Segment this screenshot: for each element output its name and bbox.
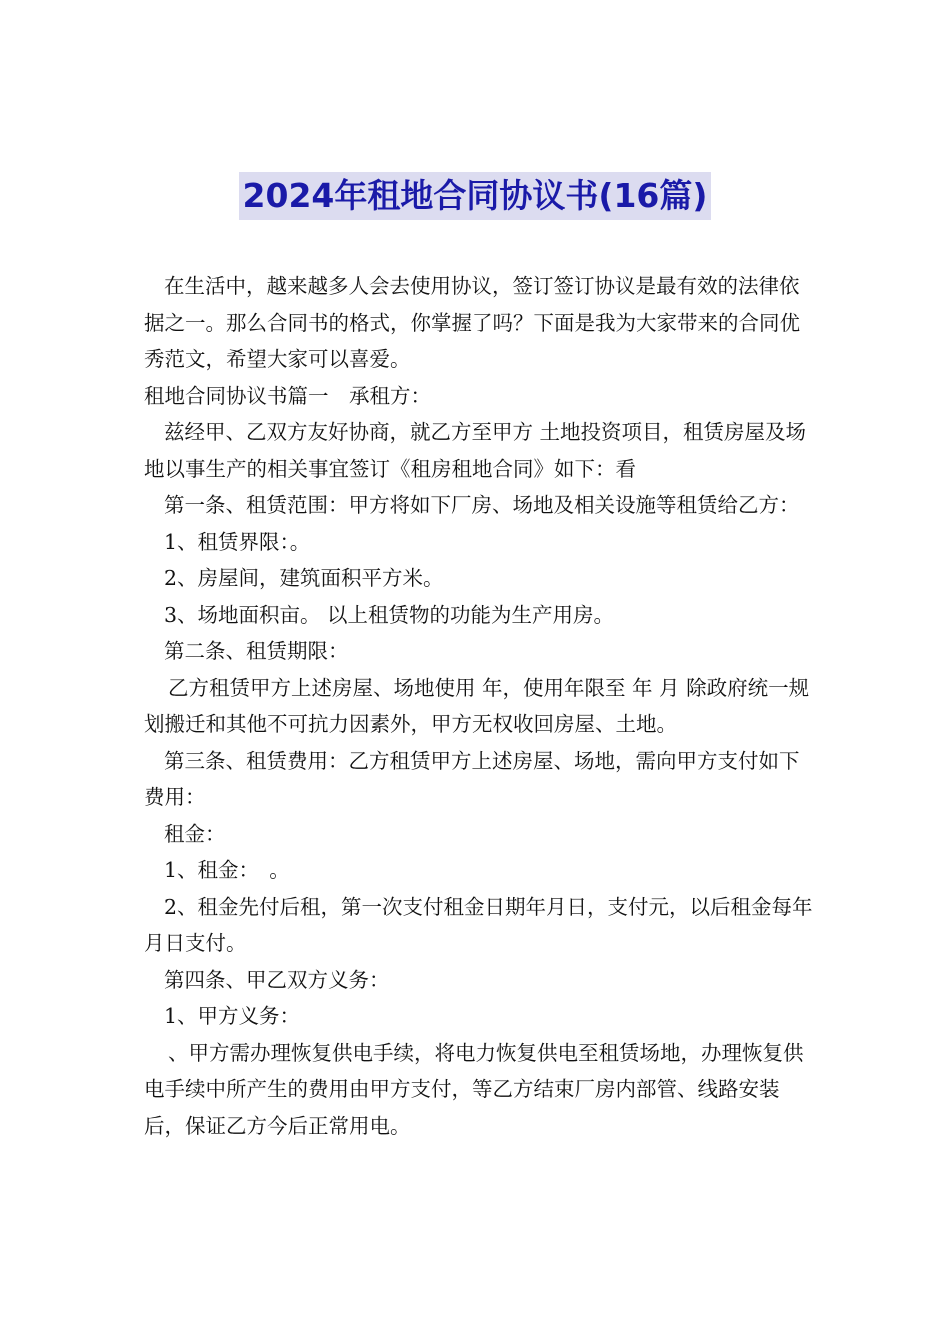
paragraph-section-heading: 租地合同协议书篇一 承租方： — [144, 383, 431, 408]
paragraph-intro: 在生活中，越来越多人会去使用协议，签订签订协议是最有效的法律依据之一。那么合同书的格式，你掌握了吗？下面是我为大家带来的合同优秀范文，希望大家可以喜爱。 — [144, 274, 800, 371]
paragraph-power-supply: 、甲方需办理恢复供电手续，将电力恢复供电至租赁场地，办理恢复供电手续中所产生的费用由甲方支付，等乙方结束厂房内部管、线路安装后，保证乙方今后正常用电。 — [144, 1040, 804, 1138]
paragraph-item: 3、场地面积亩。 以上租赁物的功能为生产用房。 — [164, 602, 615, 627]
document-body — [144, 268, 816, 1144]
title-wrap — [0, 172, 950, 220]
paragraph-article-1: 第一条、租赁范围：甲方将如下厂房、场地及相关设施等租赁给乙方： — [164, 493, 800, 517]
paragraph-rent-heading: 租金： — [164, 821, 226, 846]
paragraph-item: 1、租赁界限：。 — [164, 529, 311, 554]
paragraph-item: 2、房屋间，建筑面积平方米。 — [164, 566, 444, 590]
paragraph-item: 1、租金： 。 — [164, 858, 290, 882]
paragraph-lease-term: 乙方租赁甲方上述房屋、场地使用 年，使用年限至 年 月 除政府统一规划搬迁和其他不可抗力因素外，甲方无权收回房屋、土地。 — [144, 675, 810, 736]
paragraph-article-3: 第三条、租赁费用：乙方租赁甲方上述房屋、场地，需向甲方支付如下费用： — [144, 748, 800, 809]
paragraph-item: 1、甲方义务： — [164, 1004, 301, 1028]
paragraph-article-2: 第二条、租赁期限： — [164, 639, 349, 663]
paragraph-agreement: 兹经甲、乙双方友好协商，就乙方至甲方 土地投资项目，租赁房屋及场地以事生产的相关事宜签订《租房租地合同》如下：看 — [144, 420, 807, 481]
paragraph-item: 2、租金先付后租，第一次支付租金日期年月日，支付元，以后租金每年月日支付。 — [144, 894, 813, 955]
paragraph-article-4: 第四条、甲乙双方义务： — [164, 967, 390, 992]
document-title: 2024年租地合同协议书(16篇) — [239, 172, 712, 220]
